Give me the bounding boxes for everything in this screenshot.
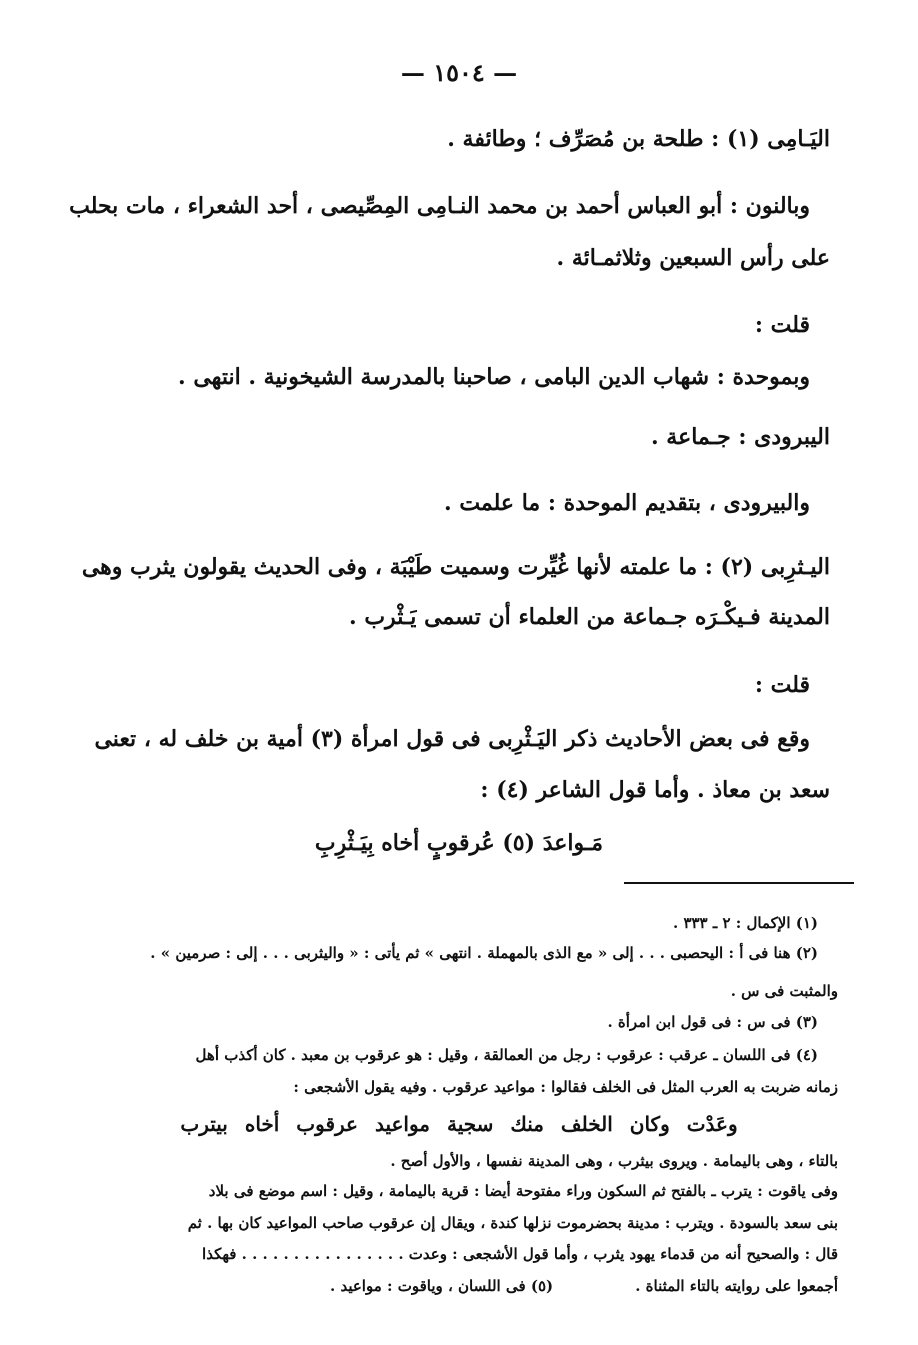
paragraph-hadith-line-1: وقع فى بعض الأحاديث ذكر اليَـثْرِبى فى قول امرأة (٣) أمية بن خلف له ، تعنى (94, 726, 810, 752)
entry-al-yathribi-line-1: اليـثرِبى (٢) : ما علمته لأنها غُيِّرت وسميت طَيْبَة ، وفى الحديث يقولون يثرب وهى (81, 554, 830, 580)
footnote-4-line-3: بالتاء ، وهى باليمامة . ويروى بيثرب ، وهى المدينة نفسها ، والأول أصح . (390, 1152, 838, 1170)
entry-al-yathribi-line-2: المدينة فـيكْـرَه جـماعة من العلماء أن تسمى يَـثْرب . (349, 604, 830, 630)
footnote-3: (٣) فى س : فى قول ابن امرأة . (607, 1013, 818, 1031)
footnote-4-line-1: (٤) فى اللسان ـ عرقب : عرقوب : رجل من العمالقة ، وقيل : هو عرقوب بن معبد . كان أكذب أهل (195, 1046, 818, 1064)
footnote-1: (١) الإكمال : ٢ ـ ٣٣٣ . (672, 914, 818, 932)
entry-al-nami-line-2: على رأس السبعين وثلاثمـائة . (556, 245, 830, 271)
poetry-verse: مَـواعدَ (٥) عُرقوبٍ أخاه بِيَـثْرِبِ (314, 830, 604, 856)
entry-al-yami: اليَـامِى (١) : طلحة بن مُصَرِّف ؛ وطائفة . (447, 126, 830, 152)
footnote-4-line-7: أجمعوا على روايته بالتاء المثناة . (635, 1277, 838, 1295)
footnote-4-line-6: قال : والصحيح أنه من قدماء يهود يثرب ، وأما قول الأشجعى : وعدت . . . . . . . . . . . . . . . . فهكذا (202, 1245, 838, 1263)
entry-al-bami: وبموحدة : شهاب الدين البامى ، صاحبنا بالمدرسة الشيخونية . انتهى . (178, 364, 810, 390)
entry-al-nami-line-1: وبالنون : أبو العباس أحمد بن محمد النـامِى المِصِّيصى ، أحد الشعراء ، مات بحلب (69, 193, 810, 219)
paragraph-hadith-line-2: سعد بن معاذ . وأما قول الشاعر (٤) : (480, 777, 830, 803)
footnote-2-line-1: (٢) هنا فى أ : اليحصبى . . . إلى « مع الذى بالمهملة . انتهى » ثم يأتى : « واليثربى . . . إلى : صرمين » . (150, 944, 818, 962)
footnote-4-line-5: بنى سعد بالسودة . ويترب : مدينة بحضرموت نزلها كندة ، ويقال إن عرقوب صاحب المواعيد كان بها . ثم (187, 1214, 838, 1232)
footnote-divider (624, 882, 854, 884)
qultu-heading-2: قلت : (754, 672, 810, 698)
footnote-4-verse: وعَدْت وكان الخلف منك سجية مواعيد عرقوب أخاه بيترب (180, 1112, 738, 1136)
qultu-heading: قلت : (754, 312, 810, 338)
footnote-4-line-2: زمانه ضربت به العرب المثل فى الخلف فقالوا : مواعيد عرقوب . وفيه يقول الأشجعى : (293, 1078, 838, 1096)
entry-al-bayrudi: والبيرودى ، بتقديم الموحدة : ما علمت . (444, 490, 810, 516)
footnote-5: (٥) فى اللسان ، وياقوت : مواعيد . (330, 1277, 554, 1295)
entry-al-yabrudi: اليبرودى : جـماعة . (650, 424, 830, 450)
footnote-2-line-2: والمثبت فى س . (730, 982, 838, 1000)
page-number: — ١٥٠٤ — (400, 58, 518, 87)
footnote-4-line-4: وفى ياقوت : يترب ـ بالفتح ثم السكون وراء مفتوحة أيضا : قرية باليمامة ، وقيل : اسم موضع فى بلاد (208, 1182, 838, 1200)
